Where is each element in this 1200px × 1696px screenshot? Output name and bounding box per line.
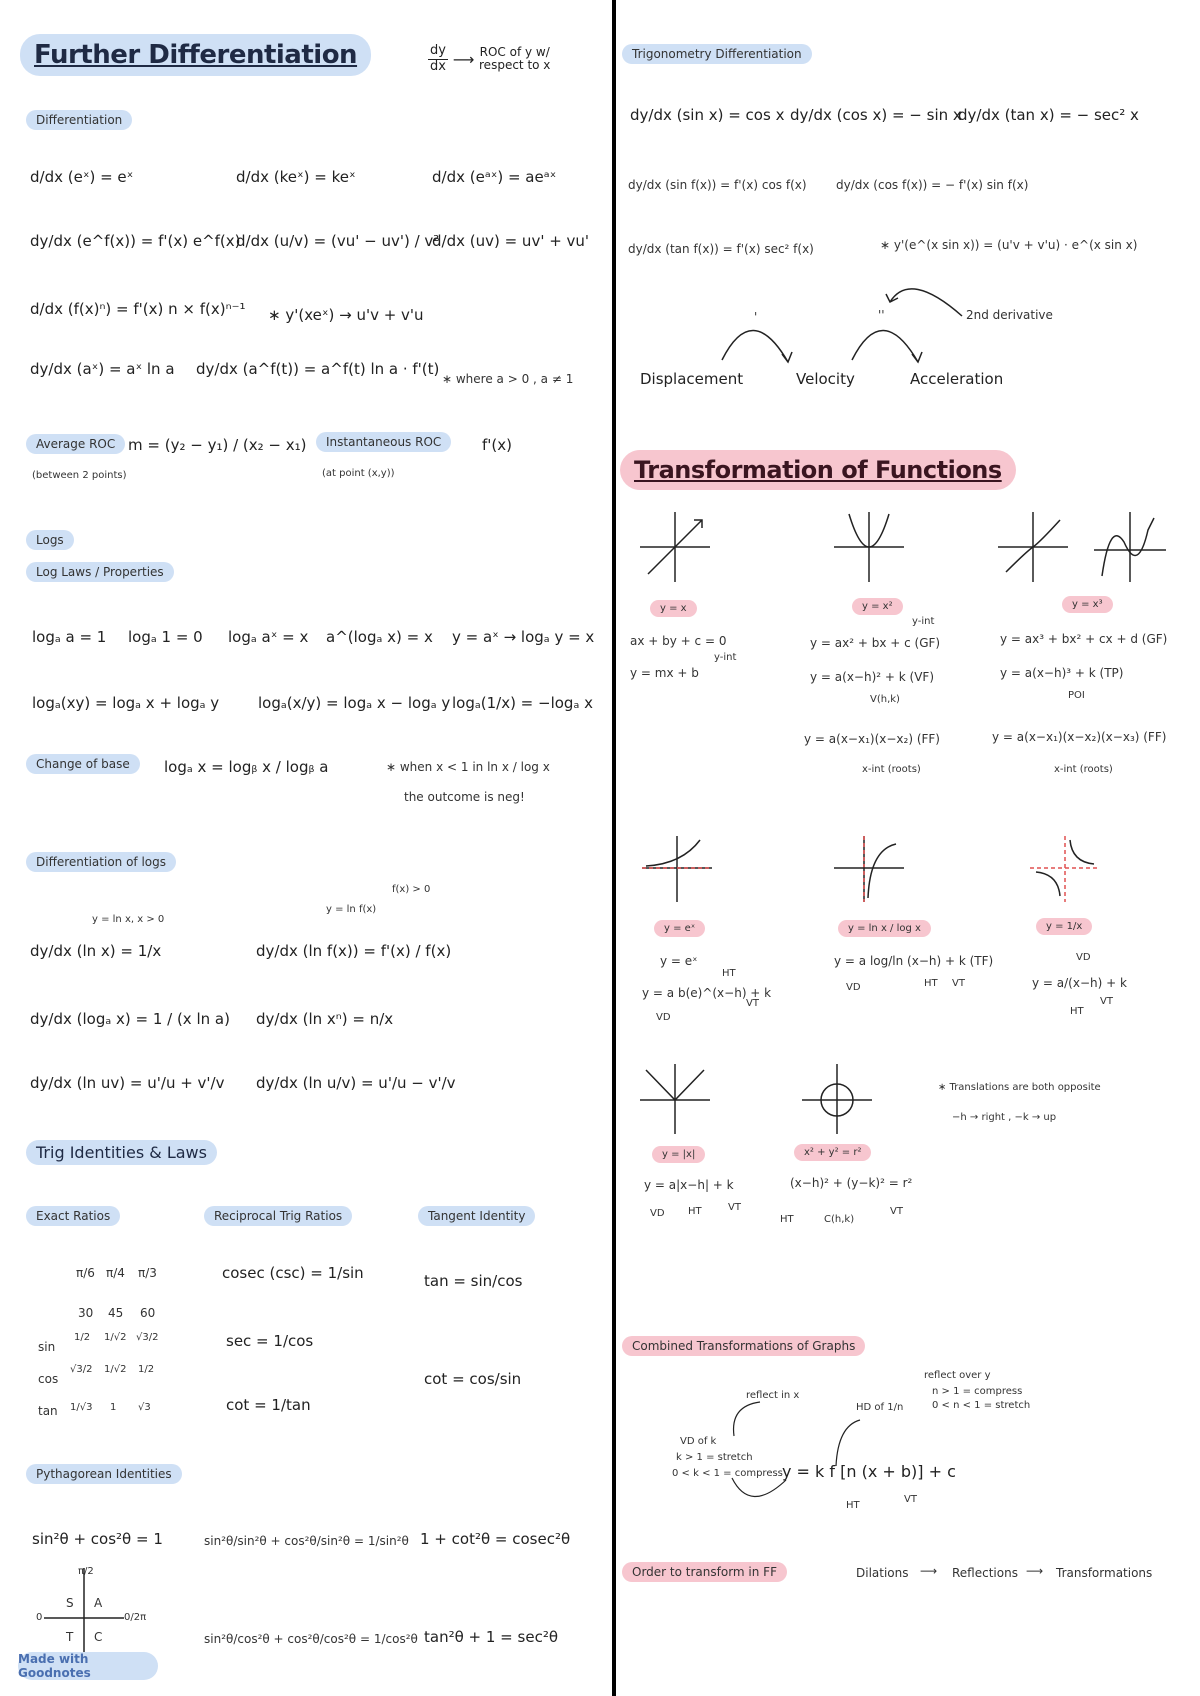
astc-right: 0/2π bbox=[124, 1612, 147, 1623]
exact-angle: π/6 bbox=[76, 1266, 95, 1280]
section-pythagorean: Pythagorean Identities bbox=[26, 1464, 182, 1484]
goodnotes-badge: Made with Goodnotes bbox=[18, 1652, 158, 1680]
instantaneous-roc-formula: f'(x) bbox=[482, 436, 512, 454]
order-step: Reflections bbox=[952, 1566, 1018, 1580]
section-logs: Logs bbox=[26, 530, 74, 550]
graph-eq: y = a log/ln (x−h) + k (TF) bbox=[834, 954, 994, 968]
graph-annotation: VT bbox=[1100, 996, 1113, 1007]
diff-rule: dy/dx (e^f(x)) = f'(x) e^f(x) bbox=[30, 232, 241, 250]
graph-annotation: VT bbox=[728, 1202, 741, 1213]
section-reciprocal: Reciprocal Trig Ratios bbox=[204, 1206, 352, 1226]
graph-label: y = x² bbox=[852, 598, 903, 615]
log-rule: logₐ 1 = 0 bbox=[128, 628, 203, 646]
diff-log-rule: dy/dx (ln u/v) = u'/u − v'/v bbox=[256, 1074, 456, 1092]
section-exact-ratios: Exact Ratios bbox=[26, 1206, 120, 1226]
trig-rule: dy/dx (sin f(x)) = f'(x) cos f(x) bbox=[628, 178, 807, 192]
dydx-note-1: ROC of y w/ bbox=[479, 44, 550, 59]
log-rule: logₐ aˣ = x bbox=[228, 628, 309, 646]
graph-eq: y = a(x−h)² + k (VF) bbox=[810, 670, 934, 684]
exact-value: 1/√3 bbox=[70, 1402, 93, 1413]
graph-eq: y = a b(e)^(x−h) + k bbox=[642, 986, 772, 1000]
graph-annotation: VD bbox=[1076, 952, 1091, 963]
tangent-rule: tan = sin/cos bbox=[424, 1272, 523, 1290]
graph-annotation: y-int bbox=[714, 652, 737, 663]
graph-circle bbox=[802, 1064, 872, 1134]
astc-s: S bbox=[66, 1596, 74, 1610]
order-arrow: ⟶ bbox=[920, 1564, 938, 1578]
diff-rule: dy/dx (a^f(t)) = a^f(t) ln a · f'(t) bbox=[196, 360, 440, 378]
reciprocal-rule: cosec (csc) = 1/sin bbox=[222, 1264, 364, 1282]
graph-label: y = x bbox=[650, 600, 697, 617]
change-of-base-note: ∗ when x < 1 in ln x / log x bbox=[386, 760, 550, 774]
diff-log-rule: dy/dx (logₐ x) = 1 / (x ln a) bbox=[30, 1010, 230, 1028]
trig-rule: dy/dx (sin x) = cos x bbox=[630, 106, 785, 124]
section-diff-logs: Differentiation of logs bbox=[26, 852, 176, 872]
graph-label: y = |x| bbox=[652, 1146, 705, 1163]
combined-arrows bbox=[720, 1396, 920, 1506]
graph-eq: y = a(x−x₁)(x−x₂)(x−x₃) (FF) bbox=[992, 730, 1167, 744]
graph-cubic bbox=[998, 512, 1168, 582]
motion-prime-2: '' bbox=[878, 308, 885, 322]
trig-rule: dy/dx (tan f(x)) = f'(x) sec² f(x) bbox=[628, 242, 814, 256]
graph-eq: y = ax² + bx + c (GF) bbox=[810, 636, 941, 650]
astc-a: A bbox=[94, 1596, 103, 1610]
graph-label: y = eˣ bbox=[654, 920, 705, 937]
diff-log-rule: dy/dx (ln uv) = u'/u + v'/v bbox=[30, 1074, 225, 1092]
exact-degree: 45 bbox=[108, 1306, 124, 1320]
combined-note: 0 < k < 1 = compress bbox=[672, 1468, 783, 1479]
exact-value: 1/√2 bbox=[104, 1364, 127, 1375]
combined-note: 0 < n < 1 = stretch bbox=[932, 1400, 1031, 1411]
exact-degree: 30 bbox=[78, 1306, 94, 1320]
motion-prime-1: ' bbox=[754, 310, 758, 324]
log-rule: logₐ(xy) = logₐ x + logₐ y bbox=[32, 694, 220, 712]
exact-angle: π/3 bbox=[138, 1266, 157, 1280]
diff-rule: d/dx (eᵃˣ) = aeᵃˣ bbox=[432, 168, 557, 186]
diff-rule: d/dx (f(x)ⁿ) = f'(x) n × f(x)ⁿ⁻¹ bbox=[30, 300, 246, 318]
pyth-rule: sin²θ + cos²θ = 1 bbox=[32, 1530, 163, 1548]
dydx-definition: $\frac{dy}{dx}$ ⟶ ROC of y w/ respect to x bbox=[430, 43, 551, 74]
exact-value: √3/2 bbox=[70, 1364, 93, 1375]
motion-acceleration: Acceleration bbox=[910, 370, 1004, 388]
trig-rule: dy/dx (cos f(x)) = − f'(x) sin f(x) bbox=[836, 178, 1029, 192]
combined-formula: y = k f [n (x + b)] + c bbox=[782, 1462, 956, 1481]
combined-note: VD of k bbox=[680, 1436, 717, 1447]
graph-eq: y = a(x−x₁)(x−x₂) (FF) bbox=[804, 732, 940, 746]
section-tangent-identity: Tangent Identity bbox=[418, 1206, 535, 1226]
combined-note: reflect in x bbox=[746, 1390, 800, 1401]
section-trig-diff: Trigonometry Differentiation bbox=[622, 44, 812, 64]
diff-log-note: y = ln f(x) bbox=[326, 904, 377, 915]
pyth-rule: 1 + cot²θ = cosec²θ bbox=[420, 1530, 571, 1548]
diff-log-rule: dy/dx (ln f(x)) = f'(x) / f(x) bbox=[256, 942, 452, 960]
exact-value: 1/2 bbox=[74, 1332, 91, 1343]
average-roc-note: (between 2 points) bbox=[32, 470, 127, 481]
combined-note: k > 1 = stretch bbox=[676, 1452, 753, 1463]
graph-label: y = 1/x bbox=[1036, 918, 1092, 935]
diff-rule-note: ∗ where a > 0 , a ≠ 1 bbox=[442, 372, 574, 386]
exact-value: 1 bbox=[110, 1402, 117, 1413]
graph-logarithm bbox=[834, 836, 904, 906]
exact-angle: π/4 bbox=[106, 1266, 125, 1280]
change-of-base-formula: logₐ x = logᵦ x / logᵦ a bbox=[164, 758, 329, 776]
section-order: Order to transform in FF bbox=[622, 1562, 787, 1582]
combined-note: VT bbox=[904, 1494, 917, 1505]
pyth-rule: sin²θ/sin²θ + cos²θ/sin²θ = 1/sin²θ bbox=[204, 1534, 409, 1548]
graph-annotation: x-int (roots) bbox=[862, 764, 921, 775]
page-title: Further Differentiation bbox=[20, 34, 371, 76]
graph-annotation: VT bbox=[746, 998, 759, 1009]
log-rule: logₐ(1/x) = −logₐ x bbox=[452, 694, 593, 712]
diff-log-rule: dy/dx (ln xⁿ) = n/x bbox=[256, 1010, 394, 1028]
graph-annotation: C(h,k) bbox=[824, 1214, 855, 1225]
combined-note: n > 1 = compress bbox=[932, 1386, 1023, 1397]
diff-rule: d/dx (keˣ) = keˣ bbox=[236, 168, 356, 186]
graph-eq: y = mx + b bbox=[630, 666, 699, 680]
exact-value: 1/2 bbox=[138, 1364, 155, 1375]
exact-fn: sin bbox=[38, 1340, 56, 1354]
graph-annotation: VT bbox=[952, 978, 965, 989]
motion-velocity: Velocity bbox=[796, 370, 855, 388]
graph-annotation: VT bbox=[890, 1206, 903, 1217]
combined-note: HD of 1/n bbox=[856, 1402, 904, 1413]
combined-note: reflect over y bbox=[924, 1370, 991, 1381]
graph-annotation: y-int bbox=[912, 616, 935, 627]
graph-exponential bbox=[642, 836, 712, 906]
graph-eq: y = ax³ + bx² + cx + d (GF) bbox=[1000, 632, 1168, 646]
reciprocal-rule: cot = 1/tan bbox=[226, 1396, 311, 1414]
dydx-note-2: respect to x bbox=[479, 58, 551, 73]
exact-value: √3 bbox=[138, 1402, 151, 1413]
graph-annotation: VD bbox=[846, 982, 861, 993]
dydx-den: dx bbox=[430, 58, 446, 74]
graph-eq: y = eˣ bbox=[660, 954, 698, 968]
astc-t: T bbox=[66, 1630, 74, 1644]
graph-annotation: HT bbox=[780, 1214, 794, 1225]
graph-annotation: HT bbox=[688, 1206, 702, 1217]
graph-annotation: POI bbox=[1068, 690, 1085, 701]
motion-note: 2nd derivative bbox=[966, 308, 1053, 322]
section-change-of-base: Change of base bbox=[26, 754, 140, 774]
order-arrow: ⟶ bbox=[1026, 1564, 1044, 1578]
graph-absolute bbox=[640, 1064, 710, 1134]
trig-rule: dy/dx (tan x) = − sec² x bbox=[958, 106, 1139, 124]
trig-rule: dy/dx (cos x) = − sin x bbox=[790, 106, 962, 124]
diff-rule: d/dx (u/v) = (vu' − uv') / v² bbox=[236, 232, 440, 250]
graph-linear bbox=[640, 512, 710, 582]
reciprocal-rule: sec = 1/cos bbox=[226, 1332, 314, 1350]
combined-note: HT bbox=[846, 1500, 860, 1511]
exact-fn: cos bbox=[38, 1372, 59, 1386]
translation-note: −h → right , −k → up bbox=[952, 1112, 1057, 1123]
graph-annotation: HT bbox=[722, 968, 736, 979]
average-roc-formula: m = (y₂ − y₁) / (x₂ − x₁) bbox=[128, 436, 307, 454]
section-log-laws: Log Laws / Properties bbox=[26, 562, 174, 582]
astc-top: π/2 bbox=[78, 1566, 94, 1577]
pyth-rule: tan²θ + 1 = sec²θ bbox=[424, 1628, 559, 1646]
diff-rule: ∗ y'(xeˣ) → u'v + v'u bbox=[268, 306, 424, 324]
graph-quadratic bbox=[834, 512, 904, 582]
section-average-roc: Average ROC bbox=[26, 434, 125, 454]
graph-eq: y = a(x−h)³ + k (TP) bbox=[1000, 666, 1124, 680]
trig-rule: ∗ y'(e^(x sin x)) = (u'v + v'u) · e^(x sin x) bbox=[880, 238, 1138, 252]
graph-eq: y = a|x−h| + k bbox=[644, 1178, 734, 1192]
exact-degree: 60 bbox=[140, 1306, 156, 1320]
graph-hyperbola bbox=[1030, 836, 1100, 906]
section-transformation: Transformation of Functions bbox=[620, 450, 1016, 490]
instantaneous-roc-note: (at point (x,y)) bbox=[322, 468, 395, 479]
graph-label: x² + y² = r² bbox=[794, 1144, 871, 1161]
graph-eq: (x−h)² + (y−k)² = r² bbox=[790, 1176, 913, 1190]
section-instantaneous-roc: Instantaneous ROC bbox=[316, 432, 451, 452]
diff-log-note: f(x) > 0 bbox=[392, 884, 431, 895]
motion-displacement: Displacement bbox=[640, 370, 744, 388]
graph-label: y = x³ bbox=[1062, 596, 1113, 613]
graph-annotation: VD bbox=[650, 1208, 665, 1219]
change-of-base-note: the outcome is neg! bbox=[404, 790, 525, 804]
graph-eq: ax + by + c = 0 bbox=[630, 634, 727, 648]
graph-eq: y = a/(x−h) + k bbox=[1032, 976, 1127, 990]
translation-note: ∗ Translations are both opposite bbox=[938, 1082, 1101, 1093]
exact-value: 1/√2 bbox=[104, 1332, 127, 1343]
astc-left: 0 bbox=[36, 1612, 43, 1623]
dydx-num: dy bbox=[430, 43, 446, 58]
graph-annotation: HT bbox=[924, 978, 938, 989]
graph-annotation: VD bbox=[656, 1012, 671, 1023]
order-step: Transformations bbox=[1056, 1566, 1153, 1580]
graph-annotation: V(h,k) bbox=[870, 694, 900, 705]
log-rule: logₐ a = 1 bbox=[32, 628, 107, 646]
log-rule: y = aˣ → logₐ y = x bbox=[452, 628, 595, 646]
diff-rule: d/dx (eˣ) = eˣ bbox=[30, 168, 134, 186]
section-trig-identities: Trig Identities & Laws bbox=[26, 1140, 217, 1165]
graph-annotation: HT bbox=[1070, 1006, 1084, 1017]
pyth-rule: sin²θ/cos²θ + cos²θ/cos²θ = 1/cos²θ bbox=[204, 1632, 418, 1646]
order-step: Dilations bbox=[856, 1566, 909, 1580]
section-differentiation: Differentiation bbox=[26, 110, 132, 130]
log-rule: a^(logₐ x) = x bbox=[326, 628, 433, 646]
graph-label: y = ln x / log x bbox=[838, 920, 931, 937]
astc-c: C bbox=[94, 1630, 103, 1644]
diff-log-note: y = ln x, x > 0 bbox=[92, 914, 165, 925]
log-rule: logₐ(x/y) = logₐ x − logₐ y bbox=[258, 694, 451, 712]
graph-annotation: x-int (roots) bbox=[1054, 764, 1113, 775]
column-divider bbox=[612, 0, 616, 1696]
diff-rule: dy/dx (aˣ) = aˣ ln a bbox=[30, 360, 175, 378]
diff-log-rule: dy/dx (ln x) = 1/x bbox=[30, 942, 162, 960]
tangent-rule: cot = cos/sin bbox=[424, 1370, 522, 1388]
diff-rule: d/dx (uv) = uv' + vu' bbox=[432, 232, 590, 250]
exact-fn: tan bbox=[38, 1404, 58, 1418]
section-combined: Combined Transformations of Graphs bbox=[622, 1336, 865, 1356]
exact-value: √3/2 bbox=[136, 1332, 159, 1343]
